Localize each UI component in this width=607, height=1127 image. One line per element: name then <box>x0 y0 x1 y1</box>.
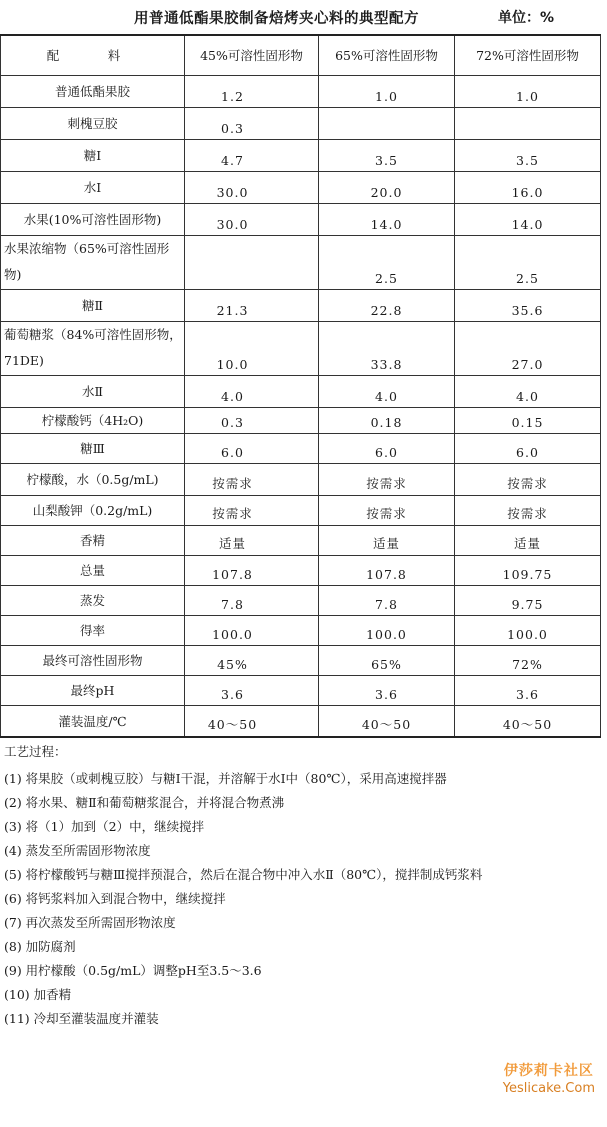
value-cell: 2.5 <box>319 235 455 289</box>
value-cell: 0.3 <box>185 107 319 139</box>
value-cell: 14.0 <box>319 203 455 235</box>
value-cell: 3.5 <box>319 139 455 171</box>
table-row <box>1 171 601 203</box>
table-row <box>1 585 601 615</box>
value-cell: 4.0 <box>185 375 319 407</box>
value-cell <box>319 107 455 139</box>
ingredient-name: 蒸发 <box>1 585 185 615</box>
value-cell: 20.0 <box>319 171 455 203</box>
ingredient-name: 柠檬酸，水（0.5g/mL) <box>1 463 185 495</box>
process-steps <box>4 767 602 1031</box>
value-cell: 100.0 <box>455 615 601 645</box>
value-cell: 35.6 <box>455 289 601 321</box>
value-cell: 7.8 <box>319 585 455 615</box>
value-cell: 3.5 <box>455 139 601 171</box>
ingredient-name: 灌装温度/℃ <box>1 705 185 737</box>
value-cell: 2.5 <box>455 235 601 289</box>
table-title: 用普通低酯果胶制备焙烤夹心料的典型配方 <box>134 11 419 27</box>
table-row <box>1 463 601 495</box>
value-cell: 适量 <box>455 525 601 555</box>
value-cell: 4.0 <box>455 375 601 407</box>
process-step: (3) 将（1）加到（2）中，继续搅拌 <box>4 819 205 834</box>
value-cell: 6.0 <box>319 433 455 463</box>
process-section <box>4 740 602 1031</box>
value-cell: 3.6 <box>185 675 319 705</box>
ingredient-name: 水Ⅱ <box>1 375 185 407</box>
value-cell: 4.0 <box>319 375 455 407</box>
value-cell: 3.6 <box>319 675 455 705</box>
table-row <box>1 139 601 171</box>
value-cell: 107.8 <box>319 555 455 585</box>
value-cell: 0.3 <box>185 407 319 433</box>
value-cell: 107.8 <box>185 555 319 585</box>
table-row <box>1 203 601 235</box>
value-cell: 按需求 <box>185 463 319 495</box>
table-row <box>1 375 601 407</box>
value-cell: 6.0 <box>185 433 319 463</box>
value-cell: 3.6 <box>455 675 601 705</box>
value-cell: 1.0 <box>319 75 455 107</box>
value-cell: 按需求 <box>319 495 455 525</box>
table-row <box>1 107 601 139</box>
value-cell: 按需求 <box>319 463 455 495</box>
value-cell: 1.2 <box>185 75 319 107</box>
ingredient-name: 水果(10%可溶性固形物) <box>1 203 185 235</box>
value-cell: 按需求 <box>185 495 319 525</box>
value-cell: 100.0 <box>185 615 319 645</box>
process-step: (10) 加香精 <box>4 987 72 1002</box>
ingredient-name: 糖Ⅱ <box>1 289 185 321</box>
header-ingredient: 配 料 <box>1 35 185 75</box>
process-step: (11) 冷却至灌装温度并灌装 <box>4 1011 159 1026</box>
title-row <box>0 4 607 30</box>
value-cell: 适量 <box>319 525 455 555</box>
table-row <box>1 495 601 525</box>
value-cell: 适量 <box>185 525 319 555</box>
value-cell: 100.0 <box>319 615 455 645</box>
ingredient-name: 最终pH <box>1 675 185 705</box>
ingredient-name: 香精 <box>1 525 185 555</box>
process-step: (6) 将钙浆料加入到混合物中，继续搅拌 <box>4 891 226 906</box>
value-cell: 7.8 <box>185 585 319 615</box>
value-cell: 40～50 <box>455 705 601 737</box>
value-cell <box>455 107 601 139</box>
value-cell: 按需求 <box>455 463 601 495</box>
ingredient-name: 刺槐豆胶 <box>1 107 185 139</box>
ingredient-name: 柠檬酸钙（4H₂O) <box>1 407 185 433</box>
value-cell: 45% <box>185 645 319 675</box>
recipe-table-body <box>1 75 601 737</box>
table-row <box>1 75 601 107</box>
table-row <box>1 525 601 555</box>
value-cell: 65% <box>319 645 455 675</box>
header-72: 72%可溶性固形物 <box>455 35 601 75</box>
table-row <box>1 705 601 737</box>
header-45: 45%可溶性固形物 <box>185 35 319 75</box>
process-heading: 工艺过程： <box>4 744 67 759</box>
value-cell: 0.18 <box>319 407 455 433</box>
value-cell: 1.0 <box>455 75 601 107</box>
ingredient-name: 水Ⅰ <box>1 171 185 203</box>
ingredient-name: 葡萄糖浆（84%可溶性固形物，71DE) <box>1 321 185 375</box>
process-step: (8) 加防腐剂 <box>4 939 76 954</box>
value-cell: 21.3 <box>185 289 319 321</box>
watermark-cn: 伊莎莉卡社区 <box>503 1063 594 1079</box>
table-row <box>1 407 601 433</box>
table-row <box>1 675 601 705</box>
table-row <box>1 615 601 645</box>
ingredient-name: 普通低酯果胶 <box>1 75 185 107</box>
process-step: (9) 用柠檬酸（0.5g/mL）调整pH至3.5～3.6 <box>4 963 262 978</box>
process-step: (4) 蒸发至所需固形物浓度 <box>4 843 151 858</box>
value-cell: 10.0 <box>185 321 319 375</box>
value-cell: 33.8 <box>319 321 455 375</box>
table-header-row <box>1 35 601 75</box>
process-step: (2) 将水果、糖Ⅱ和葡萄糖浆混合，并将混合物煮沸 <box>4 795 285 810</box>
value-cell: 16.0 <box>455 171 601 203</box>
unit-label: 单位：% <box>498 10 555 26</box>
ingredient-name: 山梨酸钾（0.2g/mL) <box>1 495 185 525</box>
process-step: (1) 将果胶（或刺槐豆胶）与糖Ⅰ干混，并溶解于水Ⅰ中（80℃），采用高速搅拌器 <box>4 771 447 786</box>
header-65: 65%可溶性固形物 <box>319 35 455 75</box>
value-cell <box>185 235 319 289</box>
process-step: (5) 将柠檬酸钙与糖Ⅲ搅拌预混合，然后在混合物中冲入水Ⅱ（80℃），搅拌制成钙浆料 <box>4 867 483 882</box>
table-row <box>1 433 601 463</box>
table-row <box>1 645 601 675</box>
value-cell: 4.7 <box>185 139 319 171</box>
table-row <box>1 289 601 321</box>
value-cell: 72% <box>455 645 601 675</box>
watermark-en: Yeslicake.Com <box>502 1081 595 1096</box>
value-cell: 30.0 <box>185 171 319 203</box>
watermark <box>503 1060 595 1096</box>
table-row <box>1 555 601 585</box>
ingredient-name: 总量 <box>1 555 185 585</box>
recipe-table <box>0 34 601 738</box>
value-cell: 按需求 <box>455 495 601 525</box>
value-cell: 22.8 <box>319 289 455 321</box>
process-step: (7) 再次蒸发至所需固形物浓度 <box>4 915 176 930</box>
value-cell: 0.15 <box>455 407 601 433</box>
ingredient-name: 得率 <box>1 615 185 645</box>
ingredient-name: 糖Ⅰ <box>1 139 185 171</box>
table-row <box>1 235 601 289</box>
value-cell: 40～50 <box>185 705 319 737</box>
ingredient-name: 最终可溶性固形物 <box>1 645 185 675</box>
value-cell: 14.0 <box>455 203 601 235</box>
value-cell: 40～50 <box>319 705 455 737</box>
value-cell: 109.75 <box>455 555 601 585</box>
ingredient-name: 水果浓缩物（65%可溶性固形物) <box>1 235 185 289</box>
ingredient-name: 糖Ⅲ <box>1 433 185 463</box>
table-row <box>1 321 601 375</box>
value-cell: 6.0 <box>455 433 601 463</box>
value-cell: 9.75 <box>455 585 601 615</box>
value-cell: 30.0 <box>185 203 319 235</box>
value-cell: 27.0 <box>455 321 601 375</box>
